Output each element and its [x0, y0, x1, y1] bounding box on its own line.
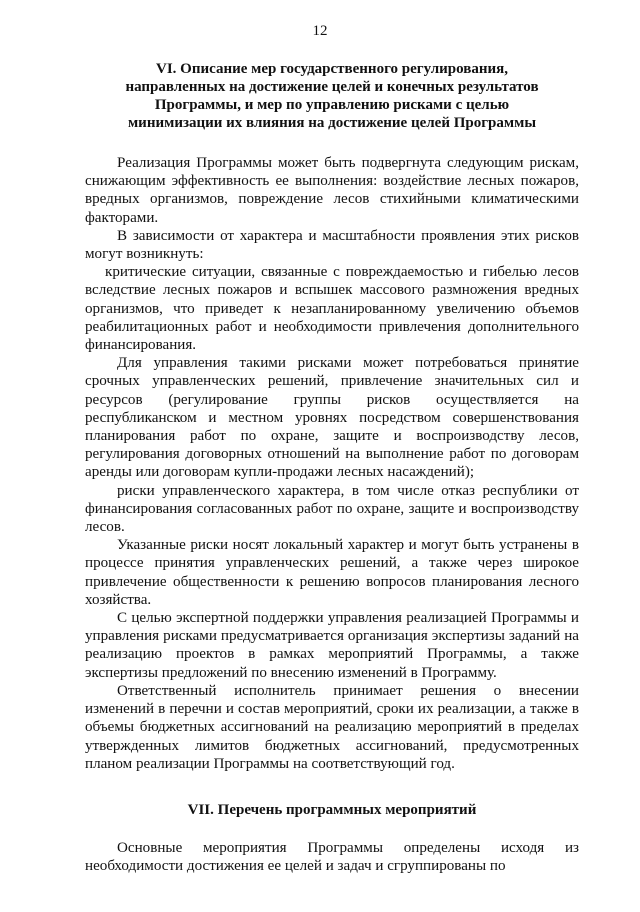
- section-vi-heading: [85, 60, 579, 132]
- paragraph-responsible-executor: Ответственный исполнитель принимает решения о внесении изменений в перечни и состав мероприятий, сроки их реализации, а также в объемы бюджетных ассигнований на реализацию мероприятий в пределах утвержденных лимитов бюджетных ассигнований, предусмотренных планом реализации Программы на соответствующий год.: [85, 682, 579, 772]
- section-vi: [85, 60, 579, 773]
- section-vii: [85, 801, 579, 875]
- paragraph-risks-dependence: В зависимости от характера и масштабности проявления этих рисков могут возникнуть:: [85, 227, 579, 263]
- section-vii-body: [85, 839, 579, 875]
- section-vi-body: [85, 154, 579, 773]
- paragraph-risks-intro: Реализация Программы может быть подвергнута следующим рискам, снижающим эффективность ее выполнения: воздействие лесных пожаров, вредных организмов, повреждение лесов стихийными климатическими факторами.: [85, 155, 579, 226]
- section-vi-heading-line: Программы, и мер по управлению рисками с целью: [154, 97, 510, 113]
- section-vii-heading: VII. Перечень программных мероприятий: [187, 801, 477, 818]
- section-vi-heading-line: VI. Описание мер государственного регулирования,: [156, 61, 508, 77]
- paragraph-critical-situations: критические ситуации, связанные с повреждаемостью и гибелью лесов вследствие лесных пожаров и вспышек массового размножения вредных организмов, что приведет к незапланированному увеличению объемов реабилитационных работ и необходимости привлечения дополнительного финансирования.: [85, 264, 579, 354]
- paragraph-expert-support: С целью экспертной поддержки управления реализацией Программы и управления рисками предусматривается организация экспертизы заданий на реализацию проектов в рамках мероприятий Программы, а также экспертизы предложений по внесению изменений в Программу.: [85, 610, 579, 681]
- page-content: [85, 60, 579, 875]
- section-vi-heading-line: минимизации их влияния на достижение целей Программы: [127, 115, 537, 131]
- paragraph-risk-management: Для управления такими рисками может потребоваться принятие срочных управленческих решений, привлечение значительных сил и ресурсов (регулирование группы рисков осуществляется на республиканском и местном уровнях посредством совершенствования планирования работ по охране, защите и воспроизводству лесов, регулирования договорных отношений на выполнение работ по договорам аренды или договорам купли-продажи лесных насаждений);: [85, 355, 579, 481]
- paragraph-local-risks: Указанные риски носят локальный характер и могут быть устранены в процессе принятия управленческих решений, а также через широкое привлечение общественности к решению вопросов планирования лесного хозяйства.: [85, 537, 579, 608]
- paragraph-main-activities: Основные мероприятия Программы определены исходя из необходимости достижения ее целей и задач и сгруппированы по: [85, 839, 579, 875]
- paragraph-management-risks: риски управленческого характера, в том числе отказ республики от финансирования согласованных работ по охране, защите и воспроизводству лесов.: [85, 482, 579, 536]
- page-number: 12: [312, 23, 328, 39]
- section-vi-heading-line: направленных на достижение целей и конечных результатов: [125, 79, 539, 95]
